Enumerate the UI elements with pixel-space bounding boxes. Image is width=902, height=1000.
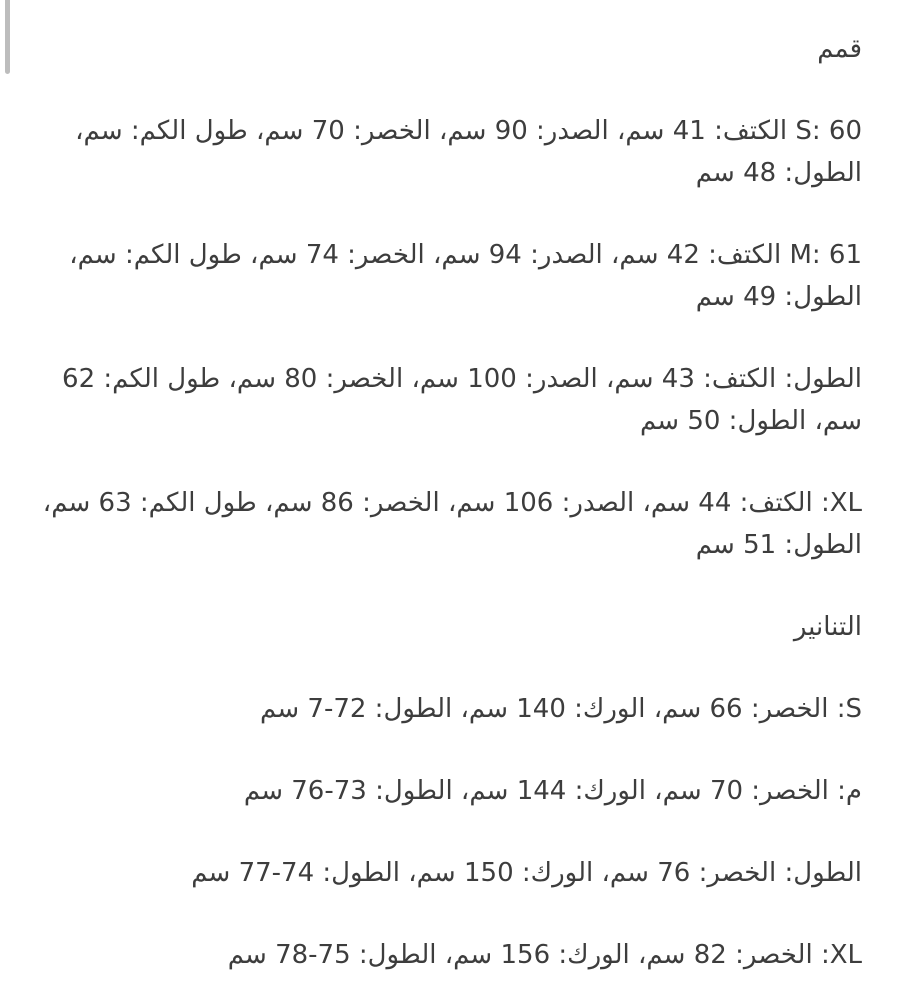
scroll-indicator[interactable]: [5, 0, 10, 74]
tops-size-m: M: 61 الكتف: 42 سم، الصدر: 94 سم، الخصر: 74 سم، طول الكم: سم، الطول: 49 سم: [69, 240, 862, 312]
skirts-size-xl: XL: الخصر: 82 سم، الورك: 156 سم، الطول: 75-78 سم: [227, 940, 862, 970]
tops-size-xl: XL: الكتف: 44 سم، الصدر: 106 سم، الخصر: 86 سم، طول الكم: 63 سم، الطول: 51 سم: [42, 488, 862, 560]
skirts-size-m: م: الخصر: 70 سم، الورك: 144 سم، الطول: 73-76 سم: [243, 776, 862, 806]
skirts-heading: التنانير: [793, 612, 862, 642]
tops-size-l: الطول: الكتف: 43 سم، الصدر: 100 سم، الخصر: 80 سم، طول الكم: 62 سم، الطول: 50 سم: [62, 364, 862, 436]
size-chart-document: [40, 28, 862, 976]
tops-heading: قمم: [817, 34, 862, 64]
skirts-size-l: الطول: الخصر: 76 سم، الورك: 150 سم، الطول: 74-77 سم: [191, 858, 862, 888]
tops-size-s: S: 60 الكتف: 41 سم، الصدر: 90 سم، الخصر: 70 سم، طول الكم: سم، الطول: 48 سم: [75, 116, 862, 188]
skirts-size-s: S: الخصر: 66 سم، الورك: 140 سم، الطول: 72-7 سم: [260, 694, 862, 724]
